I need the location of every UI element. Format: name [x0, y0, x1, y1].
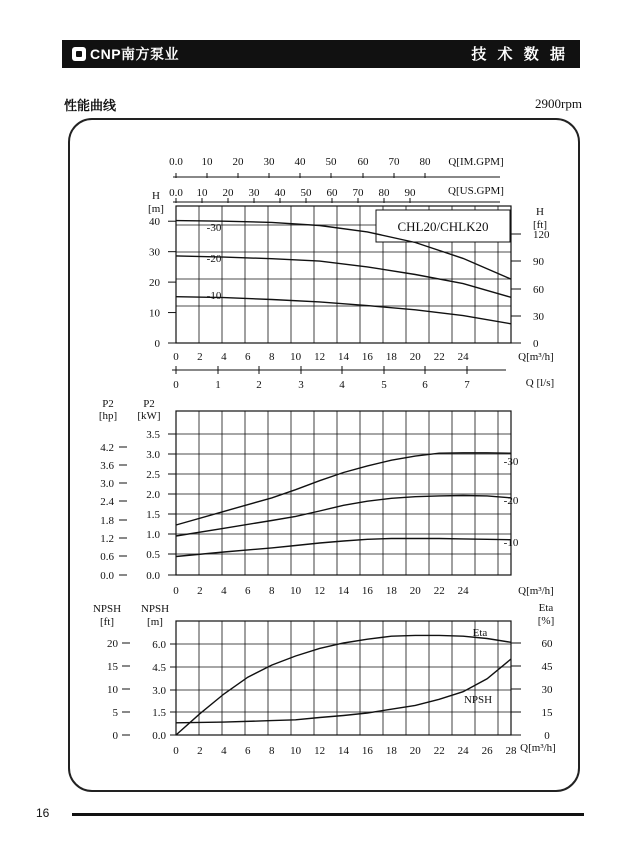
npsh-ft-tick-label: 5 [112, 707, 118, 719]
head-y2-tick-label: 90 [533, 256, 544, 268]
power-series-label: -20 [503, 495, 519, 507]
npsh-x-tick-label: 12 [314, 745, 326, 757]
power-series-label: -10 [503, 537, 519, 549]
im-gpm-tick-label: 80 [419, 156, 431, 168]
power-plot-border [176, 411, 511, 575]
head-x-tick-label: 20 [409, 351, 421, 363]
page-number: 16 [36, 806, 50, 820]
ls-tick-label: 2 [256, 379, 262, 391]
head-y-tick-label: 10 [149, 307, 160, 320]
eta-tick-label: 15 [541, 707, 553, 719]
head-y-axis-label: H [152, 190, 160, 202]
npsh-x-tick-label: 16 [361, 745, 373, 757]
head-y-tick-label: 20 [149, 277, 160, 290]
npsh-ft-tick-label: 10 [107, 684, 118, 696]
head-x-tick-label: 18 [385, 351, 397, 363]
power-hp-tick-label: 3.0 [100, 478, 114, 490]
head-y2-tick-label: 0 [533, 338, 539, 350]
power-series-label: -30 [503, 456, 519, 468]
power-x-tick-label: 4 [221, 585, 227, 597]
npsh-m-tick-label: 1.5 [152, 707, 166, 719]
head-x-tick-label: 12 [314, 351, 326, 363]
npsh-x-tick-label: 4 [221, 745, 227, 757]
eta-tick-label: 30 [541, 684, 553, 696]
power-kw-tick-label: 3.5 [146, 429, 160, 441]
npsh-m-tick-label: 6.0 [152, 639, 166, 651]
us-gpm-tick-label: 20 [222, 187, 234, 199]
npsh-ft-axis-label: NPSH [92, 603, 122, 615]
power-kw-tick-label: 0.5 [146, 549, 160, 561]
npsh-x-tick-label: 2 [197, 745, 203, 757]
npsh-x-tick-label: 14 [338, 745, 349, 757]
head-y2-tick-label: 60 [533, 284, 544, 296]
power-x-tick-label: 12 [314, 585, 326, 597]
power-x-tick-label: 16 [361, 585, 373, 597]
power-kw-tick-label: 1.0 [146, 529, 160, 541]
head-y2-tick-label: 120 [533, 229, 550, 241]
eta-tick-label: 0 [544, 730, 550, 742]
us-gpm-tick-label: 0.0 [169, 187, 183, 199]
head-y2-axis-unit: [ft] [532, 219, 548, 231]
power-x-tick-label: 18 [385, 585, 397, 597]
npsh-x-tick-label: 20 [409, 745, 421, 757]
im-gpm-tick-label: 20 [232, 156, 244, 168]
npsh-x-tick-label: 10 [290, 745, 302, 757]
us-gpm-tick-label: 70 [352, 187, 364, 199]
head-y-axis-unit: [m] [148, 203, 164, 215]
power-x-tick-label: 20 [409, 585, 421, 597]
us-gpm-tick-label: 40 [274, 187, 286, 199]
npsh-x-tick-label: 18 [385, 745, 397, 757]
npsh-x-tick-label: 28 [505, 745, 517, 757]
ls-axis-label: Q [l/s] [525, 377, 555, 389]
head-x-axis-label: Q[m³/h] [518, 351, 554, 363]
head-x-tick-label: 0 [173, 351, 179, 363]
us-gpm-tick-label: 80 [378, 187, 390, 199]
head-y-tick-label: 30 [149, 246, 160, 259]
model-label: CHL20/CHLK20 [397, 219, 489, 234]
npsh-m-tick-label: 4.5 [152, 662, 166, 674]
power-x-tick-label: 24 [457, 585, 469, 597]
power-kw-tick-label: 3.0 [146, 449, 160, 461]
power-hp-axis-unit: [hp] [98, 410, 118, 422]
power-x-tick-label: 8 [268, 585, 275, 597]
eta-curve [176, 635, 511, 735]
head-x-tick-label: 16 [361, 351, 373, 363]
head-y-tick-label: 0 [154, 338, 160, 350]
footer-rule [72, 813, 584, 816]
npsh-x-tick-label: 8 [268, 745, 275, 757]
npsh-x-axis-label: Q[m³/h] [520, 742, 556, 754]
head-x-tick-label: 10 [290, 351, 302, 363]
power-hp-tick-label: 2.4 [100, 496, 114, 508]
im-gpm-tick-label: 0.0 [169, 156, 183, 168]
ls-tick-label: 1 [215, 379, 221, 391]
power-kw-tick-label: 0.0 [146, 570, 160, 582]
brand-name: CNP南方泵业 [90, 46, 180, 62]
npsh-x-tick-label: 22 [433, 745, 445, 757]
npsh-series-label: NPSH [463, 694, 493, 706]
eta-axis-unit: [%] [537, 615, 555, 627]
power-kw-tick-label: 1.5 [146, 509, 160, 521]
power-hp-tick-label: 1.2 [100, 533, 114, 545]
eta-tick-label: 45 [541, 661, 553, 673]
npsh-x-tick-label: 6 [245, 745, 251, 757]
power-kw-tick-label: 2.0 [146, 489, 160, 501]
us-gpm-tick-label: 10 [196, 187, 208, 199]
eta-tick-label: 60 [541, 638, 553, 650]
head-x-tick-label: 24 [457, 351, 469, 363]
npsh-ft-tick-label: 20 [107, 638, 118, 650]
power-x-tick-label: 2 [197, 585, 203, 597]
npsh-ft-tick-label: 15 [107, 661, 118, 673]
npsh-x-tick-label: 0 [173, 745, 179, 757]
npsh-plot-border [176, 621, 511, 735]
npsh-m-tick-label: 0.0 [152, 730, 166, 742]
power-hp-tick-label: 4.2 [100, 442, 114, 454]
power-x-tick-label: 22 [433, 585, 445, 597]
head-y2-tick-label: 30 [533, 311, 544, 323]
eta-series-label: Eta [472, 627, 488, 639]
power-curve-n20 [176, 496, 511, 537]
power-kw-tick-label: 2.5 [146, 469, 160, 481]
head-curve-n10 [176, 297, 511, 324]
power-x-axis-label: Q[m³/h] [518, 585, 554, 597]
head-curve-n20 [176, 256, 511, 297]
npsh-m-tick-label: 3.0 [152, 685, 166, 697]
power-kw-axis-label: P2 [143, 398, 155, 410]
head-series-label: -30 [206, 222, 222, 234]
us-gpm-tick-label: 50 [300, 187, 312, 199]
power-hp-tick-label: 0.0 [100, 570, 114, 582]
power-kw-axis-unit: [kW] [137, 410, 161, 422]
section-title: 技 术 数 据 [471, 45, 568, 63]
power-x-tick-label: 14 [338, 585, 349, 597]
power-hp-tick-label: 1.8 [100, 515, 114, 527]
us-gpm-axis-label: Q[US.GPM] [448, 185, 504, 197]
im-gpm-axis-label: Q[IM.GPM] [448, 156, 504, 168]
im-gpm-tick-label: 60 [357, 156, 369, 168]
power-hp-axis-label: P2 [102, 398, 114, 410]
im-gpm-tick-label: 10 [201, 156, 213, 168]
head-x-tick-label: 22 [433, 351, 445, 363]
ls-tick-label: 4 [339, 379, 345, 391]
npsh-curve [176, 659, 511, 723]
ls-tick-label: 5 [381, 379, 387, 391]
head-y2-axis-label: H [536, 206, 544, 218]
im-gpm-tick-label: 40 [294, 156, 306, 168]
head-x-tick-label: 6 [245, 351, 251, 363]
ls-tick-label: 7 [464, 379, 470, 391]
us-gpm-tick-label: 90 [404, 187, 416, 199]
power-hp-tick-label: 0.6 [100, 551, 114, 563]
power-hp-tick-label: 3.6 [100, 460, 114, 472]
npsh-m-axis-label: NPSH [140, 603, 170, 615]
us-gpm-tick-label: 60 [326, 187, 338, 199]
im-gpm-tick-label: 50 [325, 156, 337, 168]
npsh-ft-tick-label: 0 [112, 730, 118, 742]
head-y-tick-label: 40 [149, 216, 160, 229]
head-series-label: -10 [206, 290, 222, 302]
head-series-label: -20 [206, 253, 222, 265]
head-x-tick-label: 8 [268, 351, 275, 363]
ls-tick-label: 6 [422, 379, 428, 391]
head-x-tick-label: 4 [221, 351, 227, 363]
rotation-speed: 2900rpm [535, 96, 582, 111]
ls-tick-label: 3 [298, 379, 304, 391]
npsh-x-tick-label: 26 [481, 745, 493, 757]
eta-axis-label: Eta [538, 602, 554, 614]
npsh-x-tick-label: 24 [457, 745, 469, 757]
power-x-tick-label: 0 [173, 585, 179, 597]
curve-heading: 性能曲线 [64, 99, 117, 114]
head-x-tick-label: 2 [197, 351, 203, 363]
us-gpm-tick-label: 30 [248, 187, 260, 199]
ls-tick-label: 0 [173, 379, 179, 391]
im-gpm-tick-label: 70 [388, 156, 400, 168]
npsh-ft-axis-unit: [ft] [99, 616, 115, 628]
im-gpm-tick-label: 30 [263, 156, 275, 168]
npsh-m-axis-unit: [m] [147, 616, 163, 628]
power-x-tick-label: 10 [290, 585, 302, 597]
power-x-tick-label: 6 [245, 585, 251, 597]
head-x-tick-label: 14 [338, 351, 349, 363]
